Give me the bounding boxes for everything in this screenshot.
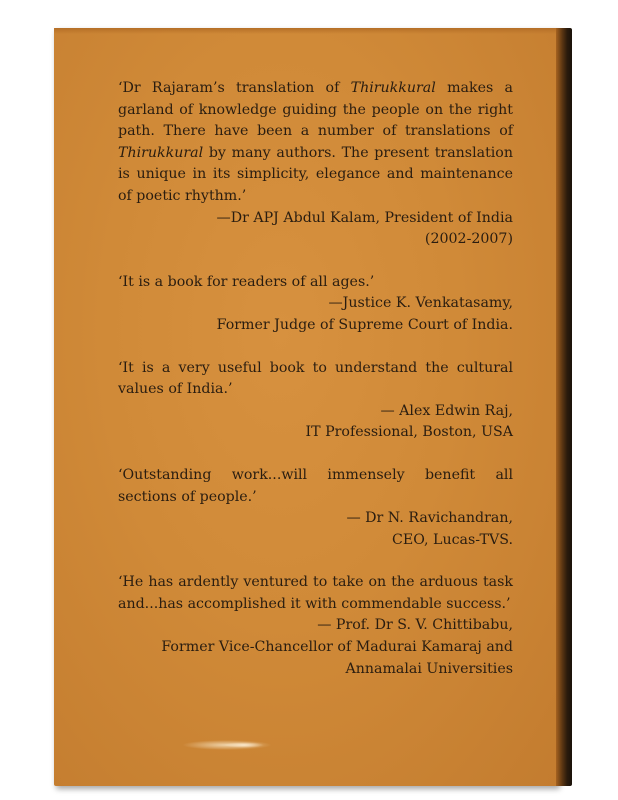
testimonial-attribution: —Justice K. Venkatasamy,: [328, 295, 513, 312]
testimonial-attribution: Annamalai Universities: [345, 660, 513, 677]
book-back-cover: [54, 28, 558, 786]
quote-text: makes a garland of knowledge guiding the people on the right path. There have been a number of translations of: [118, 80, 513, 140]
testimonial-attribution: —Dr APJ Abdul Kalam, President of India: [216, 209, 513, 226]
testimonial-attribution: IT Professional, Boston, USA: [305, 424, 513, 441]
testimonial-quote-kalam: [118, 78, 513, 208]
testimonial-attribution: Former Vice-Chancellor of Madurai Kamaraj and: [161, 639, 513, 656]
testimonial-attribution: (2002-2007): [424, 231, 513, 248]
spacer: [118, 337, 513, 358]
quote-text: by many authors. The present translation is unique in its simplicity, elegance and maintenance of poetic rhythm.’: [118, 144, 513, 204]
spacer: [118, 444, 513, 465]
book-title-italic: Thirukkural: [350, 80, 436, 96]
testimonial-attribution: Former Judge of Supreme Court of India.: [216, 316, 513, 333]
testimonial-attribution: — Prof. Dr S. V. Chittibabu,: [317, 617, 513, 634]
testimonial-attribution: CEO, Lucas-TVS.: [392, 531, 513, 548]
testimonial-attribution: — Dr N. Ravichandran,: [346, 510, 513, 527]
quote-text: ‘Dr Rajaram’s translation of: [118, 80, 351, 96]
testimonial-quote-venkatasamy: ‘It is a book for readers of all ages.’: [118, 273, 375, 290]
spacer: [118, 551, 513, 572]
testimonial-quote-chittibabu: ‘He has ardently ventured to take on the arduous task and...has accomplished it with commendable success.’: [118, 574, 513, 612]
testimonials-block: [118, 78, 513, 680]
testimonial-quote-ravichandran: ‘Outstanding work...will immensely benefit all sections of people.’: [118, 466, 513, 505]
book-title-italic: Thirukkural: [118, 144, 204, 161]
cover-top-edge: [54, 28, 558, 34]
testimonial-attribution: — Alex Edwin Raj,: [380, 402, 513, 419]
testimonial-quote-raj: ‘It is a very useful book to understand the cultural values of India.’: [118, 359, 513, 398]
spacer: [118, 251, 513, 272]
worn-patch-small: [224, 742, 264, 748]
book-spine-edge: [556, 28, 572, 786]
